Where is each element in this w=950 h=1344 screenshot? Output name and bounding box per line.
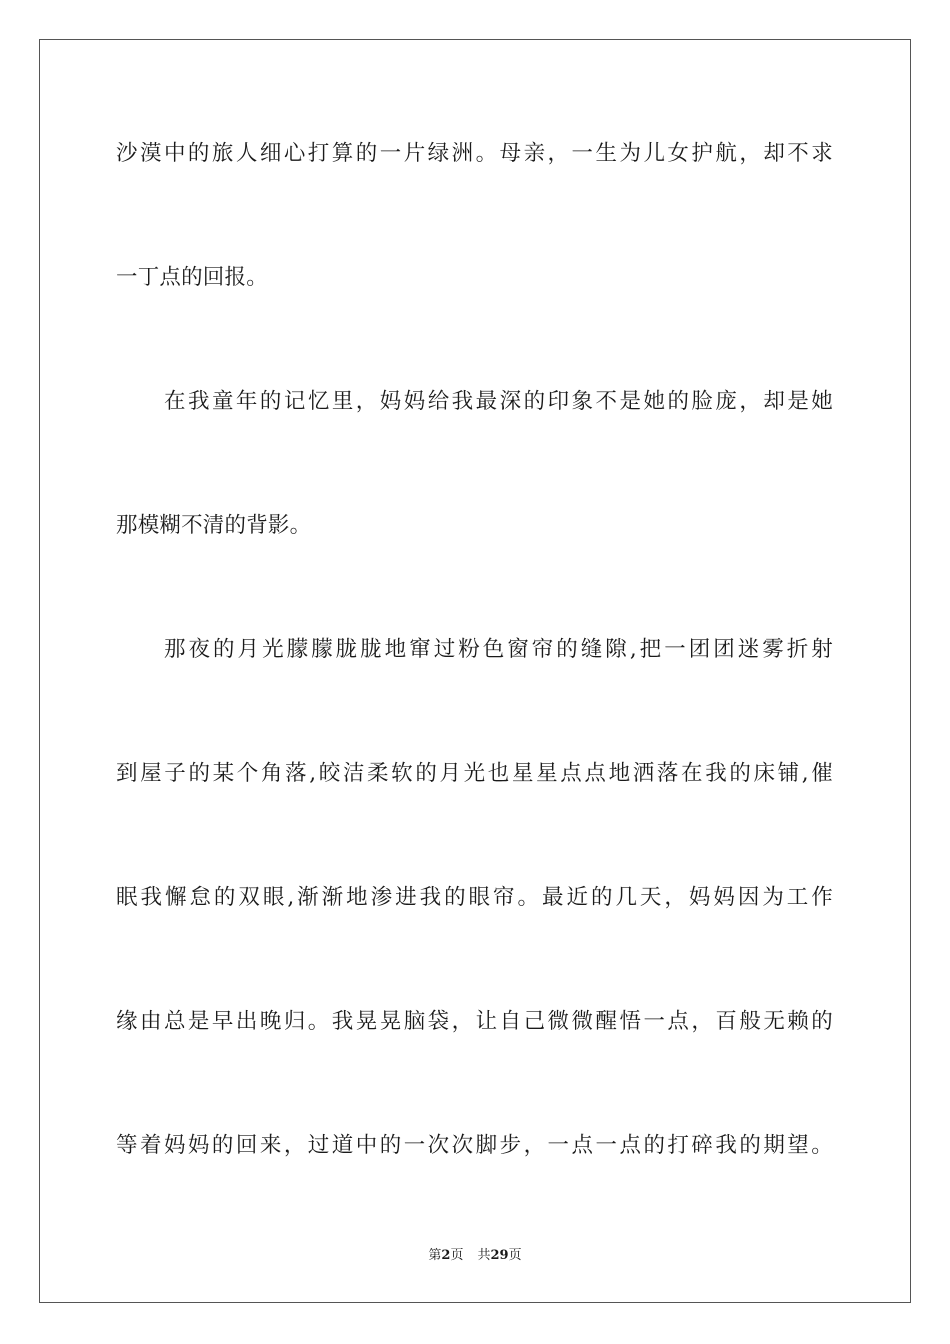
total-suffix: 页 <box>508 1248 522 1263</box>
page-suffix: 页 <box>450 1248 464 1263</box>
text-line: 等着妈妈的回来，过道中的一次次脚步，一点一点的打碎我的期望。 <box>116 1133 833 1158</box>
page-border <box>39 39 911 1303</box>
text-line: 到屋子的某个角落,皎洁柔软的月光也星星点点地洒落在我的床铺,催 <box>116 761 833 786</box>
text-line: 一丁点的回报。 <box>116 265 268 290</box>
total-prefix: 共 <box>477 1248 491 1263</box>
text-line: 沙漠中的旅人细心打算的一片绿洲。母亲，一生为儿女护航，却不求 <box>116 141 833 166</box>
page-prefix: 第 <box>428 1248 442 1263</box>
page-number: 2 <box>441 1248 451 1263</box>
page-footer <box>0 1247 950 1265</box>
text-line: 眠我懈怠的双眼,渐渐地渗进我的眼帘。最近的几天，妈妈因为工作 <box>116 885 833 910</box>
text-line: 那夜的月光朦朦胧胧地窜过粉色窗帘的缝隙,把一团团迷雾折射 <box>164 637 833 662</box>
text-line: 缘由总是早出晚归。我晃晃脑袋，让自己微微醒悟一点，百般无赖的 <box>116 1009 833 1034</box>
text-line: 在我童年的记忆里，妈妈给我最深的印象不是她的脸庞，却是她 <box>164 389 833 414</box>
total-pages: 29 <box>490 1248 509 1263</box>
text-line: 那模糊不清的背影。 <box>116 513 312 538</box>
